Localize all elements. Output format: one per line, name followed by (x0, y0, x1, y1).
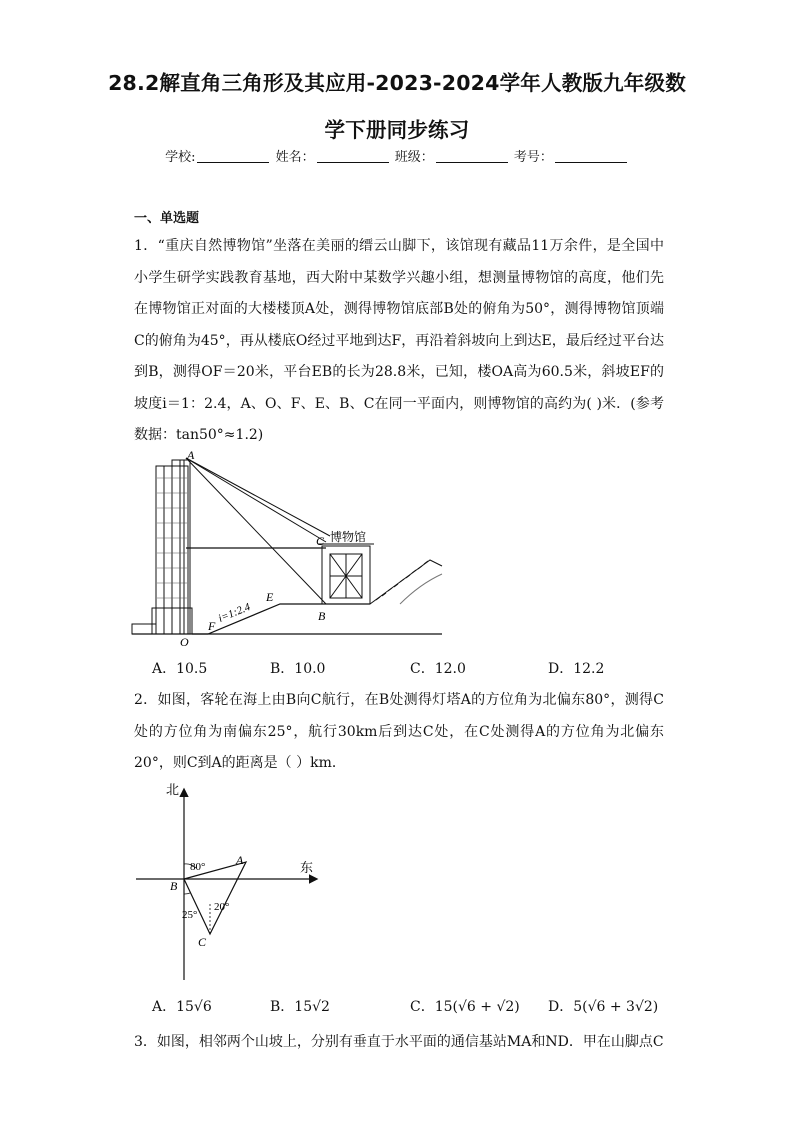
label-F: F (208, 619, 216, 633)
sight-lines (186, 458, 330, 604)
label-80deg: 80° (190, 861, 206, 873)
hillside (370, 560, 442, 604)
question-1-text: 1．“重庆自然博物馆”坐落在美丽的缙云山脚下，该馆现有藏品11万余件，是全国中小学生研学实践教育基地，西大附中某数学兴趣小组，想测量博物馆的高度，他们先在博物馆正对面的大楼楼顶A处，测得博物馆底部B处的俯角为50°，测得博物馆顶端C的俯角为45°，再从楼底O经过平地到达F，再沿着斜坡向上到达E，最后经过平台达到B，测得OF＝20米，平台EB的长为28.8米，已知，楼OA高为60.5米，斜坡EF的坡度i＝1：2.4，A、O、F、E、B、C在同一平面内，则博物馆的高约为( )米．(参考数据：tan50°≈1.2) (134, 238, 664, 443)
label-B2: B (170, 879, 178, 893)
question-2-text: 2．如图，客轮在海上由B向C航行，在B处测得灯塔A的方位角为北偏东80°，测得C处的方位角为南偏东25°，航行30km后到达C处，在C处测得A的方位角为北偏东20°，则C到A的距离是（ ）km． (134, 692, 664, 771)
label-20deg: 20° (214, 901, 230, 913)
label-east: 东 (300, 860, 314, 875)
label-north: 北 (166, 782, 180, 797)
q2-option-a[interactable]: A．15√6 (152, 999, 212, 1015)
school-blank[interactable] (197, 150, 269, 163)
label-C: C (316, 534, 325, 548)
school-label: 学校: (165, 150, 196, 165)
label-museum: 博物馆 (330, 530, 367, 544)
class-blank[interactable] (436, 150, 508, 163)
tall-building (132, 460, 192, 634)
label-B: B (318, 609, 326, 623)
label-C2: C (198, 935, 207, 949)
q1-option-c[interactable]: C．12.0 (410, 661, 466, 677)
name-label: 姓名： (275, 150, 315, 165)
number-label: 考号： (513, 150, 553, 165)
name-blank[interactable] (317, 150, 389, 163)
q1-option-b[interactable]: B．10.0 (270, 661, 326, 677)
doc-title-line1: 28.2解直角三角形及其应用-2023-2024学年人教版九年级数 (108, 71, 686, 95)
student-info-row (0, 146, 794, 165)
label-25deg: 25° (182, 909, 198, 921)
section-heading: 一、单选题 (134, 211, 200, 226)
question-1-options (152, 658, 672, 678)
q2-option-c[interactable]: C．15(√6 + √2) (410, 999, 520, 1015)
question-3-text: 3．如图，相邻两个山坡上，分别有垂直于水平面的通信基站MA和ND．甲在山脚点C (134, 1034, 664, 1050)
q2-option-d[interactable]: D．5(√6 + 3√2) (548, 999, 659, 1015)
q1-option-a[interactable]: A．10.5 (152, 661, 208, 677)
class-label: 班级： (394, 150, 434, 165)
q2-option-b[interactable]: B．15√2 (270, 999, 330, 1015)
question-1-figure (130, 448, 450, 648)
label-A: A (187, 448, 195, 462)
question-2-options (152, 996, 672, 1016)
q1-option-d[interactable]: D．12.2 (548, 661, 605, 677)
label-slope: i=1:2.4 (216, 601, 253, 625)
museum-building (318, 544, 374, 604)
label-O: O (180, 635, 189, 648)
doc-title-line2: 学下册同步练习 (324, 118, 470, 142)
question-2-figure (132, 780, 332, 986)
ground-line (132, 548, 442, 634)
number-blank[interactable] (555, 150, 627, 163)
label-A2: A (236, 853, 244, 867)
label-E: E (266, 590, 274, 604)
